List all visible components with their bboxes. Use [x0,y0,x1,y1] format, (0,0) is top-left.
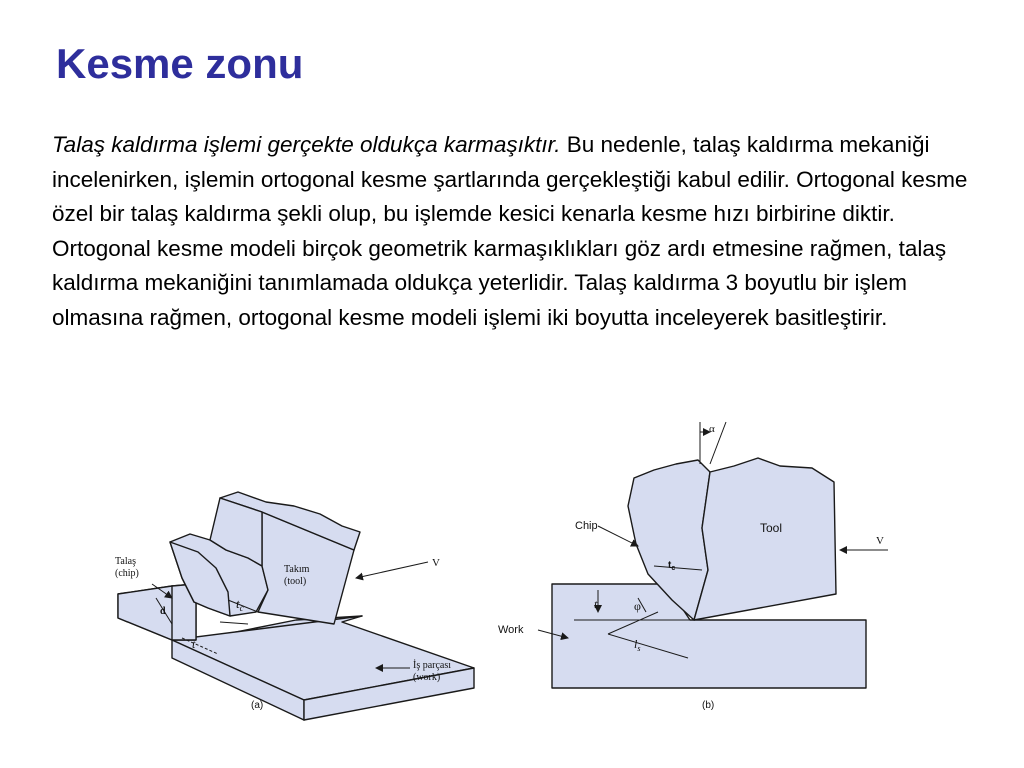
thickness-label-b: t [594,597,598,611]
chip-label-a-1: Talaş [115,556,136,567]
tool-b [694,458,836,620]
work-label-b: Work [498,624,524,636]
work-label-a-1: İş parçası [413,660,452,671]
tc-main-b: t [668,560,672,571]
tc-main-a: t [236,596,240,611]
body-paragraph [52,128,972,335]
tc-sub-a: c [239,603,244,613]
rake-angle-label-b: α [709,423,715,435]
work-label-a-2: (work) [413,672,441,683]
tc-sub-b: c [671,565,676,572]
diagram-a [118,492,474,720]
tool-label-a-2: (tool) [284,576,307,587]
velocity-label-a: V [432,557,440,569]
chip-label-b: Chip [575,520,598,532]
slide-title: Kesme zonu [56,40,304,87]
shear-angle-label-b: φ [634,599,641,613]
paragraph-rest: Bu nedenle, talaş kaldırma mekaniği incelenirken, işlemin ortogonal kesme şartlarında gerçekleştiği kabul edilir. Ortogonal kesme özel bir talaş kaldırma şekli olup, bu işlemde kesici kenarla kesme hızı birbirine diktir. Ortogonal kesme modeli birçok geometrik karmaşıklıkları göz ardı etmesine rağmen, talaş kaldırma mekaniğini tanımlamada oldukça yeterlidir. Talaş kaldırma 3 boyutlu bir işlem olmasına rağmen, ortogonal kesme modeli işlemi iki boyutta inceleyerek basitleştirir. [52,132,968,330]
velocity-label-b: V [876,535,884,547]
ls-sub-b: s [637,644,641,653]
caption-b: (b) [702,700,715,711]
caption-a: (a) [251,700,264,711]
figure-svg [98,402,908,732]
italic-lead-sentence: Talaş kaldırma işlemi gerçekte oldukça karmaşıktır. [52,132,561,157]
thickness-label-a: t [192,637,196,651]
chip-label-a-2: (chip) [115,568,139,579]
tool-label-a-1: Takım [284,564,310,575]
diagram-b [552,458,866,688]
orthogonal-cutting-figure [98,402,908,732]
ls-main-b: l [634,637,638,651]
tool-label-b: Tool [760,521,783,535]
depth-label-a: d [160,606,166,617]
